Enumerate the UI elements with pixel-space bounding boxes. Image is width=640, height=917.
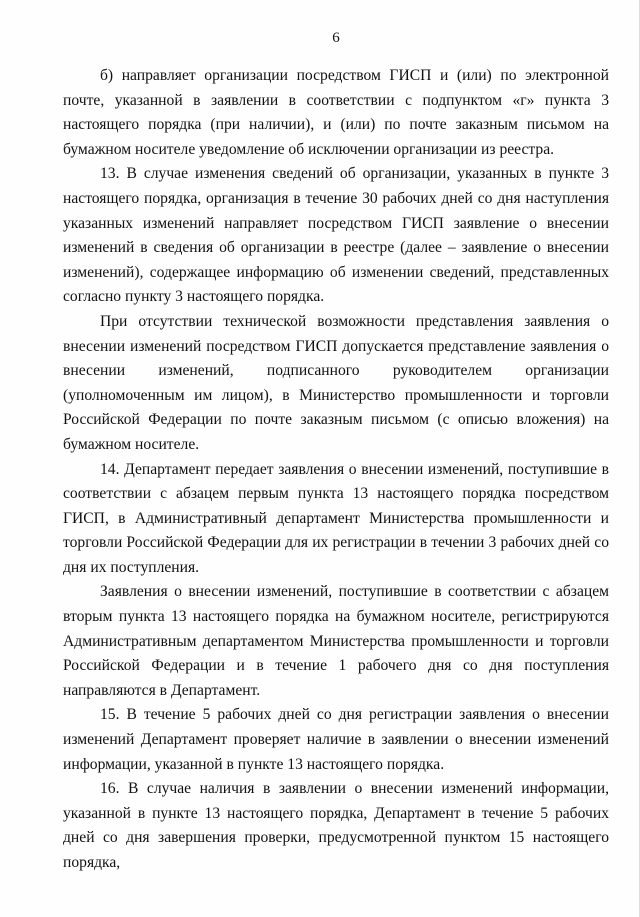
paragraph-b-notification: б) направляет организации посредством ГИСП и (или) по электронной почте, указанной в заявлении в соответствии с подпунктом «г» пункта 3 настоящего порядка (при наличии), и (или) по почте заказным письмом на бумажном носителе уведомление об исключении организации из реестра. bbox=[63, 67, 609, 158]
paragraph-14: 14. Департамент передает заявления о внесении изменений, поступившие в соответствии с абзацем первым пункта 13 настоящего порядка посредством ГИСП, в Административный департамент Министерства промышленности и торговли Российской Федерации для их регистрации в течении 3 рабочих дней со дня их поступления. bbox=[63, 460, 609, 576]
paragraph-14-paper: Заявления о внесении изменений, поступившие в соответствии с абзацем вторым пункта 13 настоящего порядка на бумажном носителе, регистрируются Административным департаментом Министерства промышленности и торговли Российской Федерации и в течение 1 рабочего дня со дня поступления направляются в Департамент. bbox=[63, 583, 609, 699]
paragraph-13: 13. В случае изменения сведений об организации, указанных в пункте 3 настоящего порядка, организация в течение 30 рабочих дней со дня наступления указанных изменений направляет посредством ГИСП заявление о внесении изменений в сведения об организации в реестре (далее – заявление о внесении изменений), содержащее информацию об изменении сведений, представленных согласно пункту 3 настоящего порядка. bbox=[63, 165, 609, 306]
document-body bbox=[63, 64, 609, 876]
paragraph-15: 15. В течение 5 рабочих дней со дня регистрации заявления о внесении изменений Департамент проверяет наличие в заявлении о внесении изменений информации, указанной в пункте 13 настоящего порядка. bbox=[63, 706, 609, 773]
page-number: 6 bbox=[332, 30, 340, 46]
paragraph-13-alternative: При отсутствии технической возможности представления заявления о внесении изменений посредством ГИСП допускается представление заявления о внесении изменений, подписанного руководителем организации (уполномоченным им лицом), в Министерство промышленности и торговли Российской Федерации по почте заказным письмом (с описью вложения) на бумажном носителе. bbox=[63, 312, 609, 453]
paragraph-16: 16. В случае наличия в заявлении о внесении изменений информации, указанной в пункте 13 настоящего порядка, Департамент в течение 5 рабочих дней со дня завершения проверки, предусмотренной пунктом 15 настоящего порядка, bbox=[63, 780, 609, 871]
